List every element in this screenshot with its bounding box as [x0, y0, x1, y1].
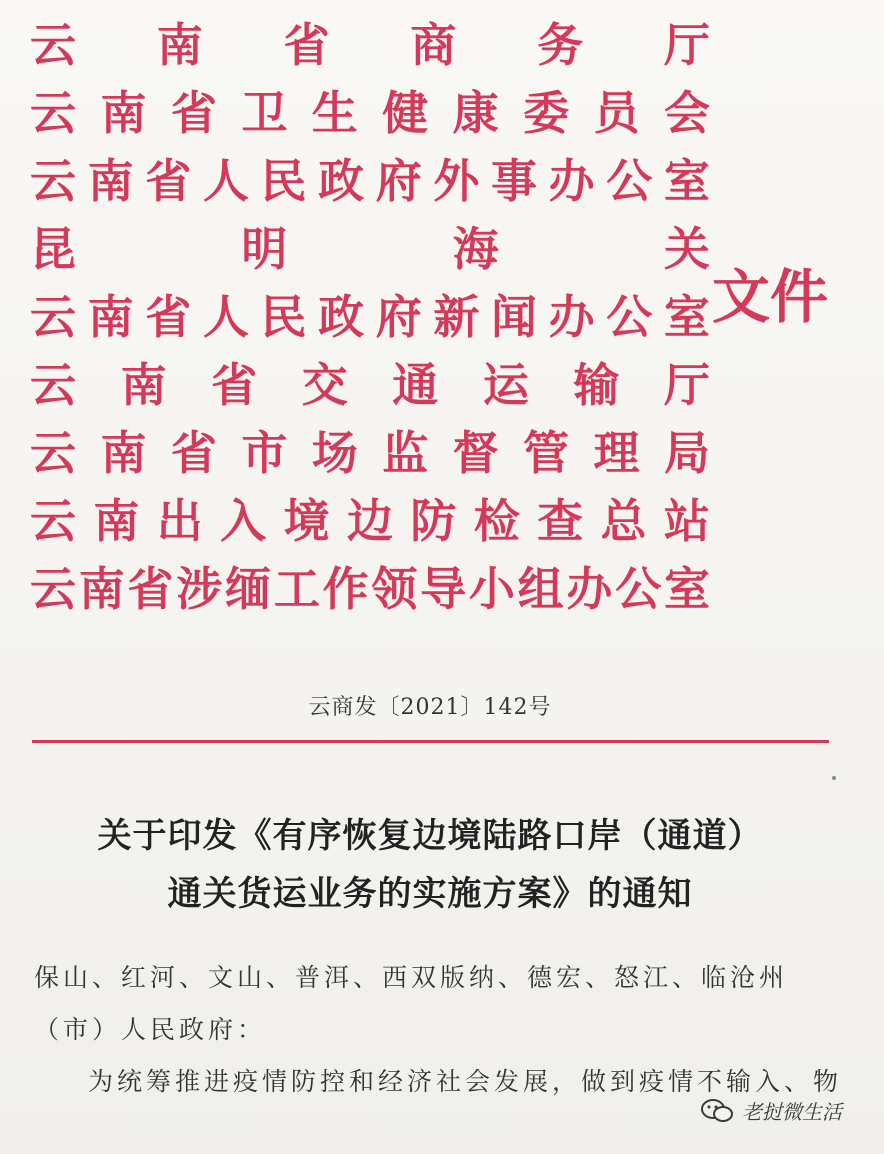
body-line-1: 为统筹推进疫情防控和经济社会发展，做到疫情不输入、物	[88, 1067, 843, 1096]
issuer-char: 府	[375, 290, 422, 344]
issuer-char: 南	[93, 494, 140, 548]
issuer-char: 小	[468, 562, 515, 616]
issuer-char: 出	[156, 494, 203, 548]
issuer-char: 人	[202, 154, 249, 208]
issuer-char: 公	[606, 290, 653, 344]
issuer-row	[30, 422, 710, 484]
issuer-char: 境	[283, 494, 330, 548]
issuer-char: 防	[410, 494, 457, 548]
issuer-char: 省	[211, 358, 258, 412]
issuer-char: 边	[346, 494, 393, 548]
issuer-char: 卫	[241, 86, 288, 140]
issuer-char: 闻	[491, 290, 537, 344]
issuer-char: 运	[482, 358, 529, 412]
issuer-char: 领	[371, 562, 418, 616]
issuer-char: 委	[523, 86, 570, 140]
issuer-row	[30, 354, 710, 416]
document-suffix: 文件	[712, 263, 829, 331]
issuer-char: 导	[420, 562, 467, 616]
issuer-char: 站	[663, 494, 710, 548]
recipients-line-1: 保山、红河、文山、普洱、西双版纳、德宏、怒江、临沧州	[34, 963, 789, 992]
issuer-char: 民	[260, 290, 307, 344]
wechat-icon	[700, 1098, 734, 1124]
issuer-char: 办	[548, 290, 595, 344]
issuer-row	[30, 150, 710, 212]
issuer-row	[30, 558, 710, 620]
issuer-char: 政	[318, 154, 365, 208]
issuer-char: 省	[145, 290, 192, 344]
issuer-row	[30, 490, 710, 552]
issuer-char: 民	[260, 154, 307, 208]
watermark	[700, 1096, 842, 1125]
issuer-char: 输	[573, 358, 620, 412]
issuer-char: 关	[663, 222, 710, 276]
issuer-char: 商	[410, 18, 457, 72]
issuer-char: 生	[311, 86, 358, 140]
issuer-char: 监	[382, 426, 429, 480]
issuer-char: 南	[100, 426, 147, 480]
issuer-char: 公	[615, 562, 662, 616]
issuer-char: 海	[452, 222, 499, 276]
issuer-char: 办	[566, 562, 613, 616]
issuer-char: 局	[663, 426, 710, 480]
document-number: 云商发〔2021〕142号	[308, 695, 552, 720]
issuer-char: 云	[30, 86, 76, 140]
issuer-char: 南	[87, 154, 134, 208]
issuer-char: 云	[30, 358, 76, 412]
issuer-char: 检	[473, 494, 520, 548]
issuer-char: 查	[537, 494, 584, 548]
issuer-char: 新	[433, 290, 480, 344]
issuer-char: 务	[537, 18, 584, 72]
issuer-char: 交	[301, 358, 348, 412]
issuer-char: 厅	[663, 358, 710, 412]
issuer-row	[30, 218, 710, 280]
issuer-char: 场	[311, 426, 358, 480]
issuer-char: 政	[318, 290, 365, 344]
issuer-char: 云	[30, 18, 76, 72]
issuer-char: 总	[600, 494, 647, 548]
issuer-char: 涉	[176, 562, 223, 616]
issuer-char: 会	[663, 86, 710, 140]
scan-speck	[832, 776, 836, 780]
issuer-char: 入	[220, 494, 267, 548]
issuer-char: 室	[663, 562, 710, 616]
issuer-char: 理	[593, 426, 640, 480]
issuer-char: 南	[87, 290, 134, 344]
issuer-row	[30, 286, 710, 348]
red-divider	[32, 740, 829, 743]
issuer-char: 昆	[30, 222, 76, 276]
issuer-char: 室	[663, 290, 710, 344]
issuer-char: 督	[452, 426, 499, 480]
issuer-row	[30, 82, 710, 144]
issuer-char: 工	[273, 562, 320, 616]
issuer-char: 南	[156, 18, 203, 72]
issuer-char: 办	[548, 154, 595, 208]
recipients-line-2: （市）人民政府：	[34, 1015, 267, 1044]
issuer-char: 外	[433, 154, 480, 208]
issuer-char: 明	[241, 222, 288, 276]
issuer-char: 云	[30, 426, 76, 480]
issuer-char: 作	[322, 562, 369, 616]
issuer-row	[30, 14, 710, 76]
issuer-char: 康	[452, 86, 499, 140]
issuer-char: 公	[606, 154, 653, 208]
issuer-char: 员	[593, 86, 640, 140]
issuer-char: 市	[241, 426, 288, 480]
issuer-char: 南	[100, 86, 147, 140]
issuer-char: 通	[392, 358, 439, 412]
issuer-char: 南	[78, 562, 125, 616]
issuer-char: 南	[120, 358, 167, 412]
issuer-char: 云	[30, 290, 76, 344]
issuer-char: 省	[170, 426, 217, 480]
issuer-char: 云	[30, 562, 76, 616]
issuer-char: 厅	[663, 18, 710, 72]
issuer-char: 事	[491, 154, 537, 208]
issuer-char: 管	[523, 426, 570, 480]
issuer-char: 省	[145, 154, 192, 208]
watermark-text: 老挝微生活	[742, 1100, 842, 1124]
issuer-char: 人	[202, 290, 249, 344]
issuer-char: 省	[127, 562, 174, 616]
issuer-char: 云	[30, 494, 76, 548]
issuer-char: 省	[170, 86, 217, 140]
issuer-char: 室	[663, 154, 710, 208]
title-line-1: 关于印发《有序恢复边境陆路口岸（通道）	[97, 816, 763, 856]
issuer-char: 健	[382, 86, 429, 140]
title-line-2: 通关货运业务的实施方案》的通知	[167, 874, 693, 914]
issuer-char: 组	[517, 562, 564, 616]
issuer-char: 府	[375, 154, 422, 208]
issuer-char: 省	[283, 18, 330, 72]
issuer-char: 云	[30, 154, 76, 208]
issuer-char: 缅	[225, 562, 272, 616]
